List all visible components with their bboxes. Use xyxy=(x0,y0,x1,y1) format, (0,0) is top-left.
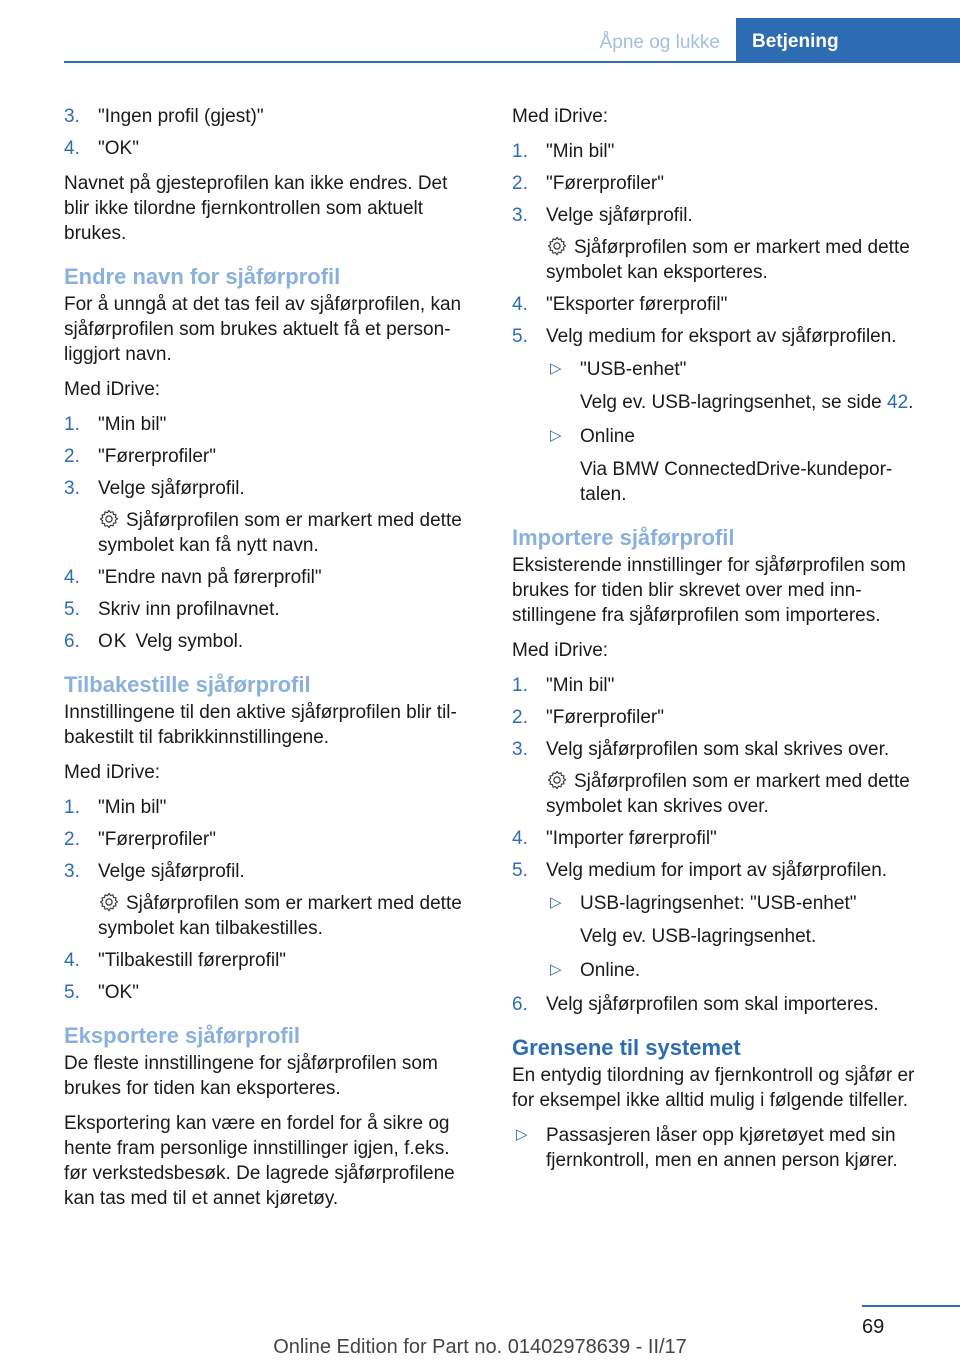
guest-steps xyxy=(64,104,476,161)
rename-steps xyxy=(64,412,476,654)
list-item: 2. "Førerprofiler" xyxy=(512,173,664,194)
import-idrive: Med iDrive: xyxy=(512,640,609,661)
step-note: Sjåførprofilen som er markert med dette symbolet kan skrives over. xyxy=(546,771,910,817)
left-column xyxy=(64,104,476,1221)
step-note: Sjåførprofilen som er markert med dette symbolet kan eksporteres. xyxy=(546,237,910,283)
list-item: 4. "Eksporter førerprofil" xyxy=(512,294,728,315)
step-note: Sjåførprofilen som er markert med dette symbolet kan få nytt navn. xyxy=(98,510,462,556)
export-idrive: Med iDrive: xyxy=(512,106,609,127)
bullet-item: ▷ Passasjeren låser opp kjøretøyet med sin fjernkontroll, men en annen person kjører. xyxy=(516,1125,898,1171)
list-item: 4. "OK" xyxy=(64,138,139,159)
list-item: 2. "Førerprofiler" xyxy=(64,829,216,850)
right-column xyxy=(512,104,924,1182)
list-item: 3. "Ingen profil (gjest)" xyxy=(64,106,264,127)
list-item: 5. Skriv inn profilnavnet. xyxy=(64,599,280,620)
list-item: 2. "Førerprofiler" xyxy=(64,446,216,467)
reset-idrive: Med iDrive: xyxy=(64,762,161,783)
page-header xyxy=(0,0,960,62)
heading-export: Eksportere sjåførprofil xyxy=(64,1023,300,1048)
export-steps xyxy=(512,139,924,507)
heading-rename: Endre navn for sjåførprofil xyxy=(64,264,341,289)
limits-list xyxy=(512,1123,924,1173)
heading-limits: Grensene til systemet xyxy=(512,1035,741,1060)
gear-icon xyxy=(98,891,120,913)
guest-paragraph: Navnet på gjesteprofilen kan ikke endres. Det blir ikke tilordne fjernkontrollen som aktuelt brukes. xyxy=(64,173,448,244)
import-steps xyxy=(512,673,924,1017)
gear-icon xyxy=(98,508,120,530)
import-intro: Eksisterende innstillinger for sjåførprofilen som brukes for tiden blir skrevet over med innstillingene fra sjåførprofilen som importeres. xyxy=(512,555,906,626)
export-p2: Eksportering kan være en fordel for å sikre og hente fram personlige innstillinger igjen, f.eks. før verkstedsbesøk. De lagrede sjåførprofilene kan tas med til et annet kjøretøy. xyxy=(64,1113,455,1209)
list-item: 4. "Endre navn på førerprofil" xyxy=(64,567,322,588)
reset-steps xyxy=(64,795,476,1005)
page-number: 69 xyxy=(862,1316,885,1338)
list-item: 5. Velg medium for eksport av sjåførprofilen. ▷ "USB-enhet" Velg ev. USB-lagringsenhet, se side 42. ▷ Online Via BMW ConnectedDrive-kundeportalen. xyxy=(512,324,924,507)
ok-icon: OK xyxy=(98,631,128,652)
list-item: 1. "Min bil" xyxy=(512,141,615,162)
header-rule xyxy=(64,61,960,63)
step-note: Sjåførprofilen som er markert med dette symbolet kan tilbakestilles. xyxy=(98,893,462,939)
footer-edition: Online Edition for Part no. 01402978639 - II/17 xyxy=(273,1336,687,1358)
section-title: Åpne og lukke xyxy=(599,32,720,53)
list-item: 4. "Tilbakestill førerprofil" xyxy=(64,950,287,971)
bullet-item: ▷ Online. xyxy=(550,960,641,981)
list-item: 3. Velg sjåførprofilen som skal skrives over. Sjåførprofilen som er markert med dette symbolet kan skrives over. xyxy=(512,737,924,819)
export-media-list xyxy=(546,357,924,507)
rename-idrive: Med iDrive: xyxy=(64,379,161,400)
limits-intro: En entydig tilordning av fjernkontroll og sjåfør er for eksempel ikke alltid mulig i følgende tilfeller. xyxy=(512,1065,915,1111)
gear-icon xyxy=(546,235,568,257)
list-item: 5. Velg medium for import av sjåførprofilen. ▷ USB-lagringsenhet: "USB-enhet" Velg ev. USB-lagringsenhet. ▷ Online. xyxy=(512,858,924,983)
list-item: 3. Velge sjåførprofil. Sjåførprofilen som er markert med dette symbolet kan eksporteres. xyxy=(512,203,924,285)
page-number-rule xyxy=(862,1305,960,1307)
import-media-list xyxy=(546,891,924,983)
page-link[interactable]: 42 xyxy=(887,392,909,413)
rename-intro: For å unngå at det tas feil av sjåførprofilen, kan sjåførprofilen som brukes aktuelt få et personliggjort navn. xyxy=(64,294,462,365)
bullet-item: ▷ Online Via BMW ConnectedDrive-kundeportalen. xyxy=(550,426,893,505)
list-item: 1. "Min bil" xyxy=(64,797,167,818)
export-p1: De fleste innstillingene for sjåførprofilen som brukes for tiden kan eksporteres. xyxy=(64,1053,438,1099)
list-item: 5. "OK" xyxy=(64,982,139,1003)
chapter-tab: Betjening xyxy=(736,18,960,62)
list-item: 6. Velg sjåførprofilen som skal importeres. xyxy=(512,994,879,1015)
list-item: 3. Velge sjåførprofil. Sjåførprofilen som er markert med dette symbolet kan få nytt navn. xyxy=(64,476,476,558)
bullet-item: ▷ "USB-enhet" Velg ev. USB-lagringsenhet, se side 42. xyxy=(550,359,914,413)
list-item: 6. OK Velg symbol. xyxy=(64,631,244,652)
list-item: 3. Velge sjåførprofil. Sjåførprofilen som er markert med dette symbolet kan tilbakestilles. xyxy=(64,859,476,941)
list-item: 1. "Min bil" xyxy=(64,414,167,435)
gear-icon xyxy=(546,769,568,791)
list-item: 2. "Førerprofiler" xyxy=(512,707,664,728)
list-item: 4. "Importer førerprofil" xyxy=(512,828,717,849)
heading-import: Importere sjåførprofil xyxy=(512,525,735,550)
heading-reset: Tilbakestille sjåførprofil xyxy=(64,672,311,697)
reset-intro: Innstillingene til den aktive sjåførprofilen blir tilbakestilt til fabrikkinnstillingene. xyxy=(64,702,457,748)
list-item: 1. "Min bil" xyxy=(512,675,615,696)
bullet-item: ▷ USB-lagringsenhet: "USB-enhet" Velg ev. USB-lagringsenhet. xyxy=(550,893,857,947)
